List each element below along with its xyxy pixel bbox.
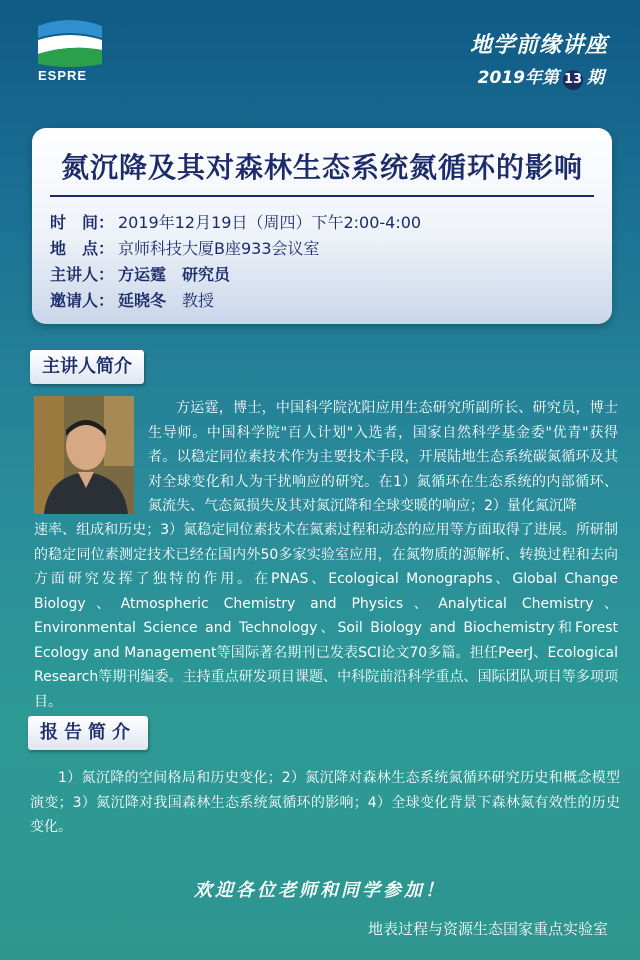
speaker-label: 主讲人：: [50, 265, 115, 284]
speaker-value: 方运霆 研究员: [118, 265, 231, 284]
time-value: 2019年12月19日（周四）下午2:00-4:00: [118, 213, 422, 232]
speaker-photo: [34, 396, 134, 514]
inviter-name: 延晓冬: [118, 291, 167, 310]
title-divider: [50, 195, 594, 197]
inviter-title: 教授: [182, 291, 215, 310]
logo-text: ESPRE: [38, 68, 88, 83]
bio-text-part2: 速率、组成和历史；3）氮稳定同位素技术在氮素过程和动态的应用等方面取得了进展。所研制的稳定同位素测定技术已经在国内外50多家实验室应用，在氮物质的源解析、转换过程和去向方面研究发挥了独特的作用。在PNAS、Ecological Monographs、Global Change Biology、Atmospheric Chemistry and Physics、Analytical Chemistry、Environmental Science and Technology、Soil Biology and Biochemistry和Forest Ecology and Management等国际著名期刊已发表SCI论文70多篇。担任PeerJ、Ecological Research等期刊编委。主持重点研发项目课题、中科院前沿科学重点、国际团队项目等多项项目。: [34, 522, 618, 710]
issue-number: 13: [563, 70, 583, 90]
talk-title: 氮沉降及其对森林生态系统氮循环的影响: [60, 151, 583, 184]
speaker-row: [50, 262, 230, 285]
issue-suffix: 期: [587, 68, 604, 88]
issue-label: [478, 63, 604, 90]
series-title: 地学前缘讲座: [469, 33, 608, 58]
time-row: [50, 210, 421, 233]
welcome-message: 欢迎各位老师和同学参加！: [194, 880, 446, 901]
report-summary-heading: 报告简介: [28, 716, 148, 750]
report-summary-text: 1）氮沉降的空间格局和历史变化；2）氮沉降对森林生态系统氮循环研究历史和概念模型演变；3）氮沉降对我国森林生态系统氮循环的影响；4）全球变化背景下森林氮有效性的历史变化。: [30, 770, 620, 835]
talk-info-card: [32, 128, 612, 324]
organizer-name: 地表过程与资源生态国家重点实验室: [367, 920, 608, 938]
time-label: 时 间：: [50, 213, 115, 232]
inviter-row: [50, 288, 214, 311]
header: [0, 0, 640, 110]
place-value: 京师科技大厦B座933会议室: [118, 239, 320, 258]
issue-prefix: 2019年第: [477, 68, 559, 88]
place-label: 地 点：: [50, 239, 115, 258]
inviter-label: 邀请人：: [50, 291, 115, 310]
bio-text-part1: 方运霆，博士，中国科学院沈阳应用生态研究所副所长、研究员，博士生导师。中国科学院"百人计划"入选者，国家自然科学基金委"优青"获得者。以稳定同位素技术作为主要技术手段，开展陆地生态系统碳氮循环及其对全球变化和人为干扰响应的研究。在1）氮循环在生态系统的内部循环、氮流失、气态氮损失及其对氮沉降和全球变暖的响应；2）量化氮沉降: [148, 400, 618, 514]
place-row: [50, 236, 320, 259]
speaker-bio-heading: 主讲人简介: [30, 350, 144, 384]
